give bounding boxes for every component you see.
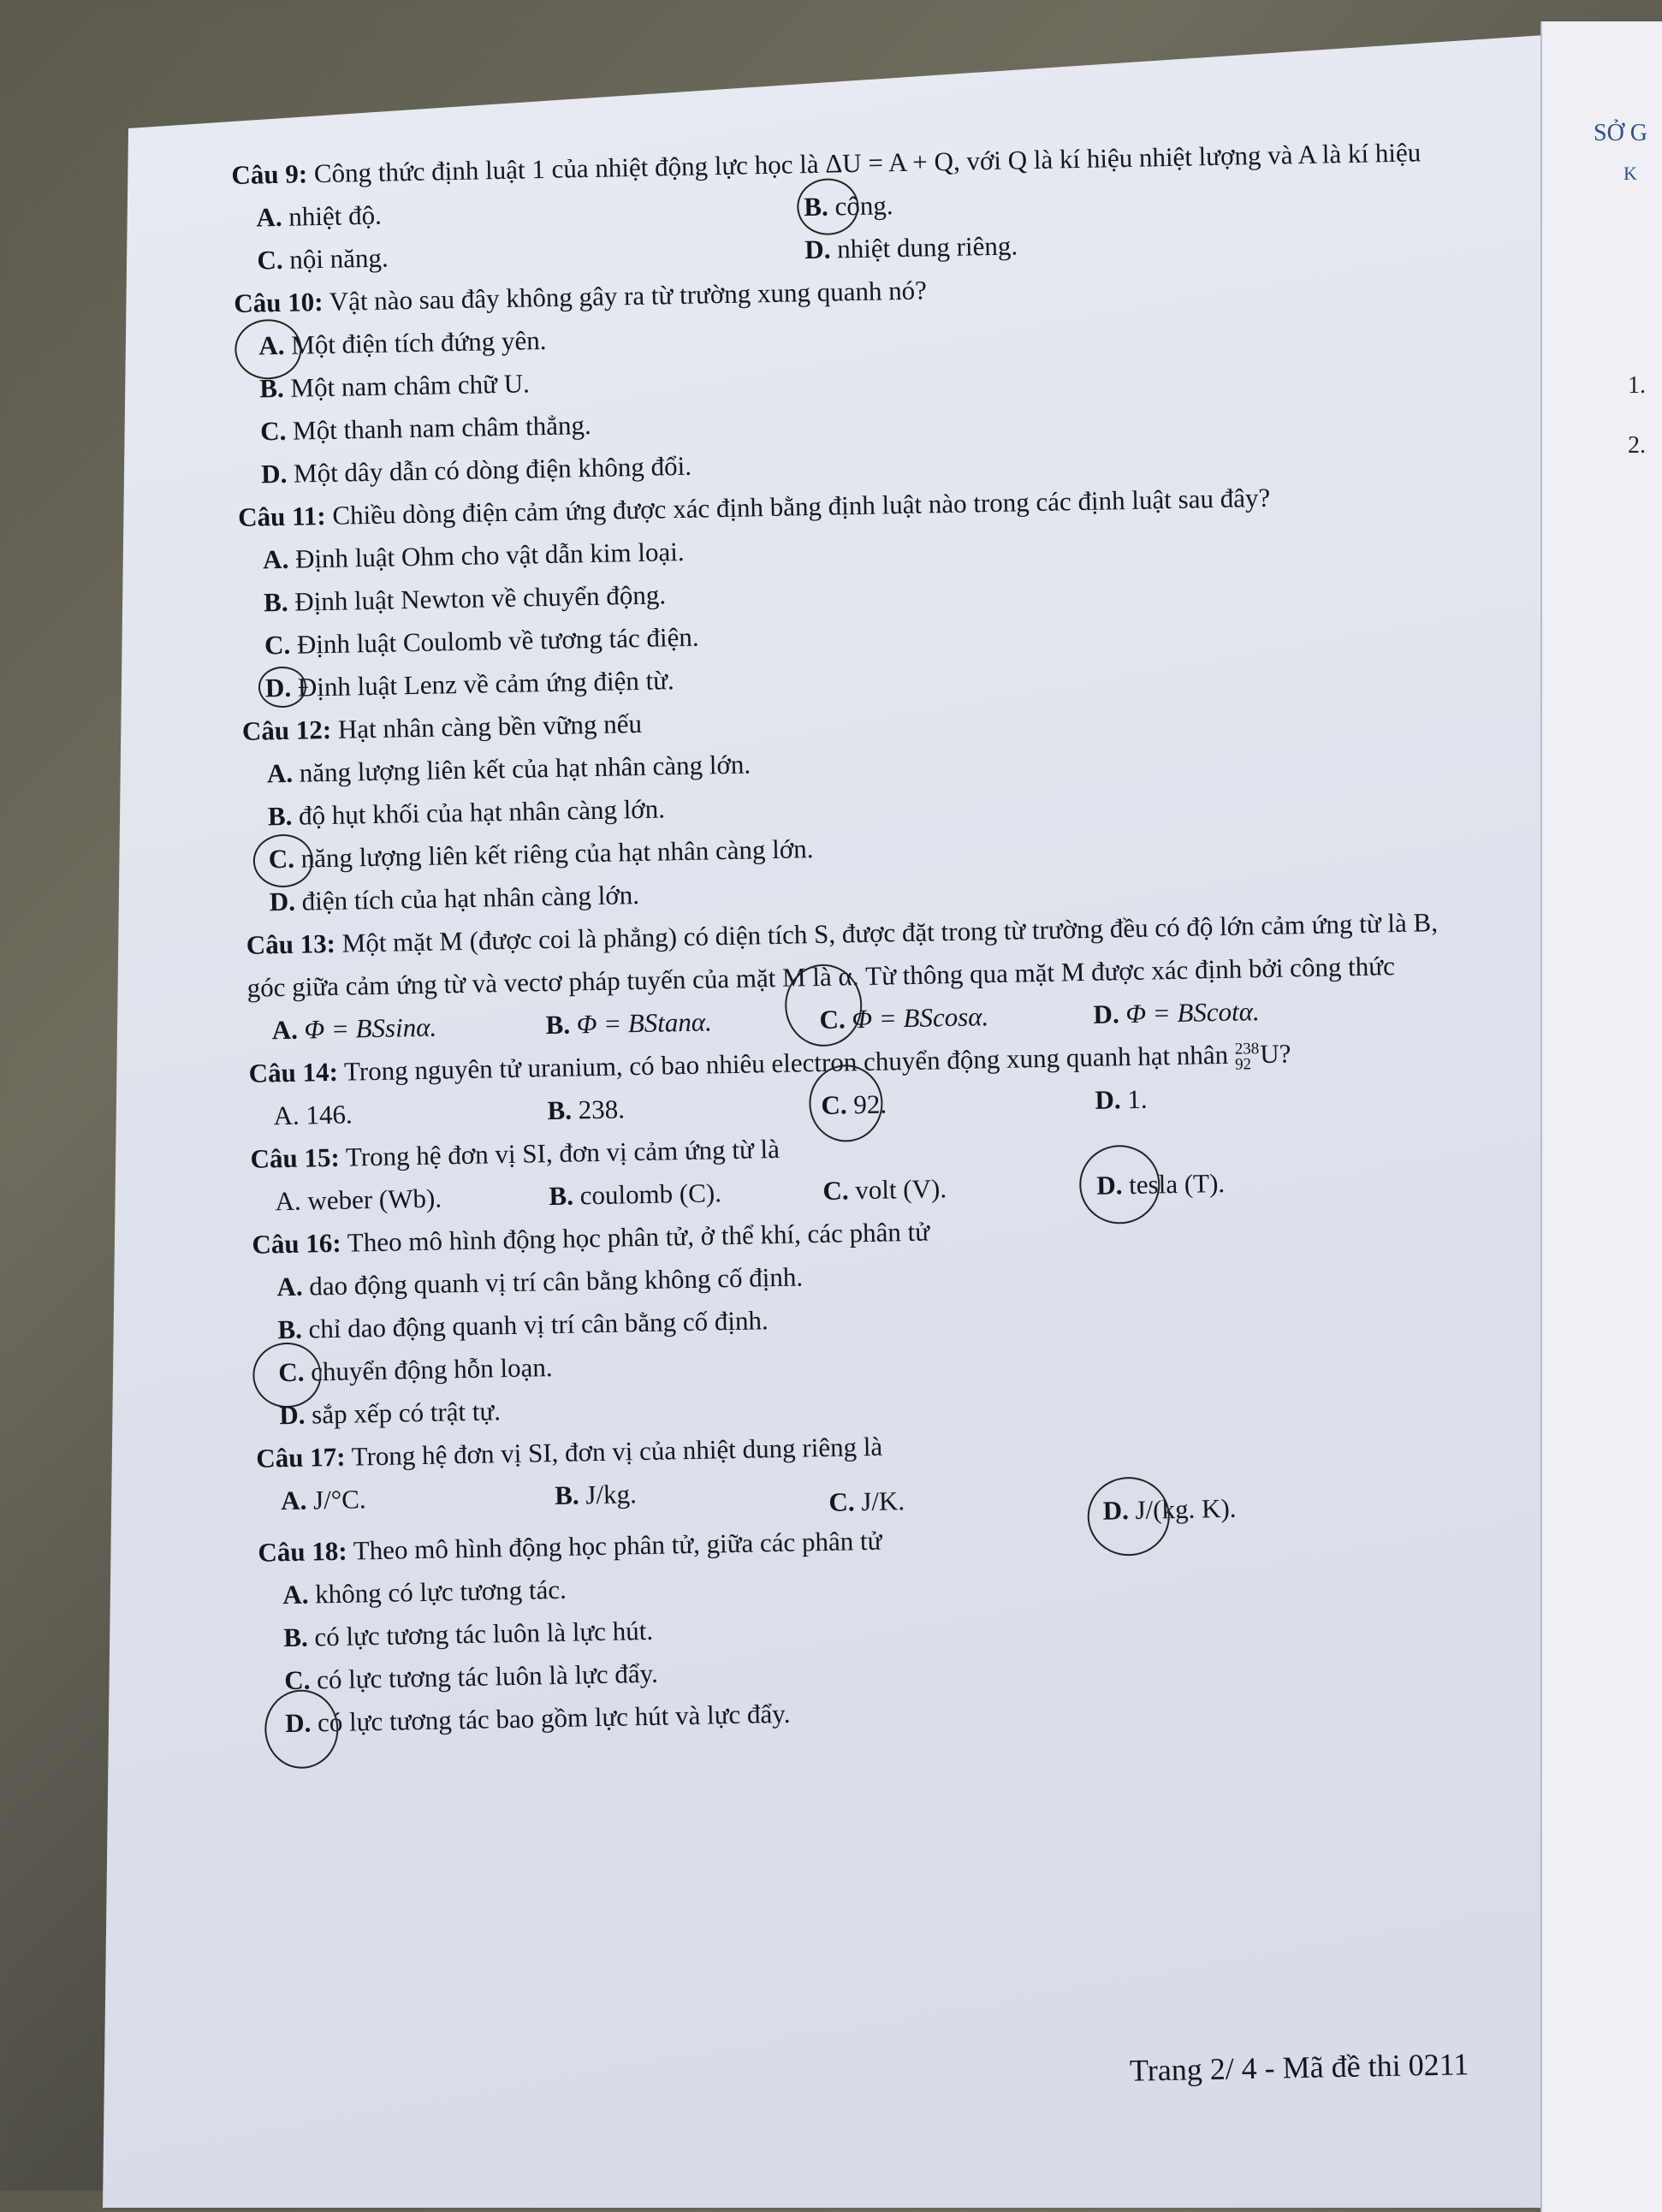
question-text: Công thức định luật 1 của nhiệt động lực học là ΔU = A + Q, với Q là kí hiệu nhiệt lượng và A là kí hiệu	[313, 137, 1422, 189]
side-line-2: 2.	[1628, 432, 1646, 459]
option-b[interactable]: B. Định luật Newton về chuyển động.	[263, 579, 667, 618]
option-b[interactable]: B. J/kg.	[554, 1479, 638, 1511]
option-d[interactable]: D. Một dây dẫn có dòng điện không đổi.	[260, 450, 692, 489]
option-b[interactable]: B. Φ = BStanα.	[545, 1006, 713, 1041]
question-9	[231, 130, 1475, 282]
option-b[interactable]: B. có lực tương tác luôn là lực hút.	[282, 1615, 654, 1653]
option-c[interactable]: C. Một thanh nam châm thẳng.	[259, 409, 592, 447]
option-a[interactable]: A. weber (Wb).	[275, 1183, 442, 1217]
question-number: Câu 11:	[237, 500, 326, 532]
question-text: Hạt nhân càng bền vững nếu	[337, 708, 643, 744]
next-page-edge	[1540, 21, 1662, 2212]
side-subheader-text: K	[1623, 163, 1637, 184]
option-c[interactable]: C. có lực tương tác luôn là lực đẩy.	[283, 1658, 659, 1696]
option-d[interactable]: D. J/(kg. K).	[1102, 1485, 1377, 1541]
question-16	[252, 1200, 1497, 1438]
question-number: Câu 18:	[258, 1535, 347, 1568]
option-a[interactable]: A. nhiệt độ.	[256, 199, 383, 233]
option-c[interactable]: C. Định luật Coulomb về tương tác điện.	[264, 621, 699, 661]
question-text: Chiều dòng điện cảm ứng được xác định bằng định luật nào trong các định luật sau đây?	[332, 482, 1271, 531]
option-c[interactable]: C. năng lượng liên kết riêng của hạt nhân càng lớn.	[268, 827, 814, 881]
side-line-1: 1.	[1628, 372, 1646, 399]
question-text: Một mặt M (được coi là phẳng) có diện tích S, được đặt trong từ trường đều có độ lớn cảm ứng từ là B, góc giữa cảm ứng từ và vectơ pháp tuyến của mặt M là α. Từ thông qua mặt M được xác định bởi công thức	[246, 907, 1439, 1003]
option-c[interactable]: C. chuyển động hỗn loạn.	[278, 1346, 553, 1394]
option-b[interactable]: B. công.	[804, 175, 1352, 228]
question-13	[246, 901, 1463, 1053]
question-text: Trong hệ đơn vị SI, đơn vị của nhiệt dung riêng là	[351, 1431, 883, 1472]
option-d[interactable]: D. Φ = BScotα.	[1093, 996, 1261, 1029]
option-c[interactable]: C. J/K.	[828, 1486, 905, 1517]
question-11	[238, 472, 1483, 710]
option-a[interactable]: A. dao động quanh vị trí cân bằng không cố định.	[276, 1261, 804, 1302]
question-14: Câu 14: Trong nguyên tử uranium, có bao nhiêu electron chuyển động xung quanh hạt nhân 238 92 U? A. 146. B. 238. C. 92. D. 1.	[248, 1029, 1491, 1138]
option-a[interactable]: A. 146.	[273, 1099, 353, 1131]
option-d[interactable]: D. điện tích của hạt nhân càng lớn.	[269, 880, 640, 917]
option-d[interactable]: D. sắp xếp có trật tự.	[278, 1396, 502, 1431]
option-b[interactable]: B. độ hụt khối của hạt nhân càng lớn.	[267, 793, 666, 832]
option-a[interactable]: A. không có lực tương tác.	[282, 1574, 567, 1610]
option-d[interactable]: D. 1.	[1095, 1083, 1148, 1115]
question-text: Vật nào sau đây không gây ra từ trường xung quanh nó?	[329, 275, 928, 317]
question-18	[258, 1508, 1503, 1746]
option-b[interactable]: B. Một nam châm chữ U.	[258, 368, 531, 404]
page-footer: Trang 2/ 4 - Mã đề thi 0211	[1129, 2047, 1469, 2088]
exam-content	[231, 130, 1510, 2121]
option-d[interactable]: D. tesla (T).	[1096, 1159, 1371, 1207]
question-number: Câu 15:	[250, 1142, 341, 1174]
question-number: Câu 10:	[234, 286, 323, 318]
question-10	[234, 258, 1479, 496]
option-b[interactable]: B. coulomb (C).	[549, 1177, 722, 1212]
option-a[interactable]: A. Φ = BSsinα.	[271, 1011, 437, 1046]
question-text: Theo mô hình động học phân tử, giữa các phân tử	[353, 1525, 882, 1566]
question-number: Câu 14:	[248, 1056, 339, 1088]
question-text: Theo mô hình động học phân tử, ở thể khí, các phân tử	[347, 1216, 930, 1258]
option-c[interactable]: C. 92.	[821, 1079, 1095, 1127]
question-text: Trong nguyên tử uranium, có bao nhiêu electron chuyển động xung quanh hạt nhân	[343, 1039, 1229, 1087]
side-header-text: SỞ G	[1594, 120, 1648, 146]
question-number: Câu 12:	[241, 714, 332, 746]
option-a[interactable]: A. J/°C.	[280, 1484, 366, 1516]
option-b[interactable]: B. 238.	[547, 1094, 626, 1126]
option-d[interactable]: D. nhiệt dung riêng.	[804, 230, 1018, 265]
question-number: Câu 13:	[246, 928, 336, 960]
option-c[interactable]: C. nội năng.	[257, 242, 389, 276]
option-c[interactable]: C. volt (V).	[822, 1173, 947, 1206]
option-c[interactable]: C. Φ = BScosα.	[819, 993, 1094, 1041]
option-d[interactable]: D. có lực tương tác bao gồm lực hút và lực đẩy.	[285, 1693, 791, 1745]
question-number: Câu 17:	[255, 1441, 346, 1474]
option-a[interactable]: A. Định luật Ohm cho vật dẫn kim loại.	[262, 536, 685, 575]
question-12	[241, 686, 1487, 924]
option-a[interactable]: A. Một điện tích đứng yên.	[258, 319, 547, 367]
question-text: Trong hệ đơn vị SI, đơn vị cảm ứng từ là	[345, 1133, 781, 1172]
option-b[interactable]: B. chỉ dao động quanh vị trí cân bằng cố định.	[277, 1305, 769, 1345]
question-number: Câu 9:	[231, 158, 308, 190]
option-d[interactable]: D. Định luật Lenz về cảm ứng điện từ.	[265, 659, 675, 709]
isotope-notation: 238 92	[1234, 1040, 1260, 1074]
option-a[interactable]: A. năng lượng liên kết của hạt nhân càng lớn.	[266, 749, 751, 789]
question-number: Câu 16:	[252, 1227, 341, 1260]
